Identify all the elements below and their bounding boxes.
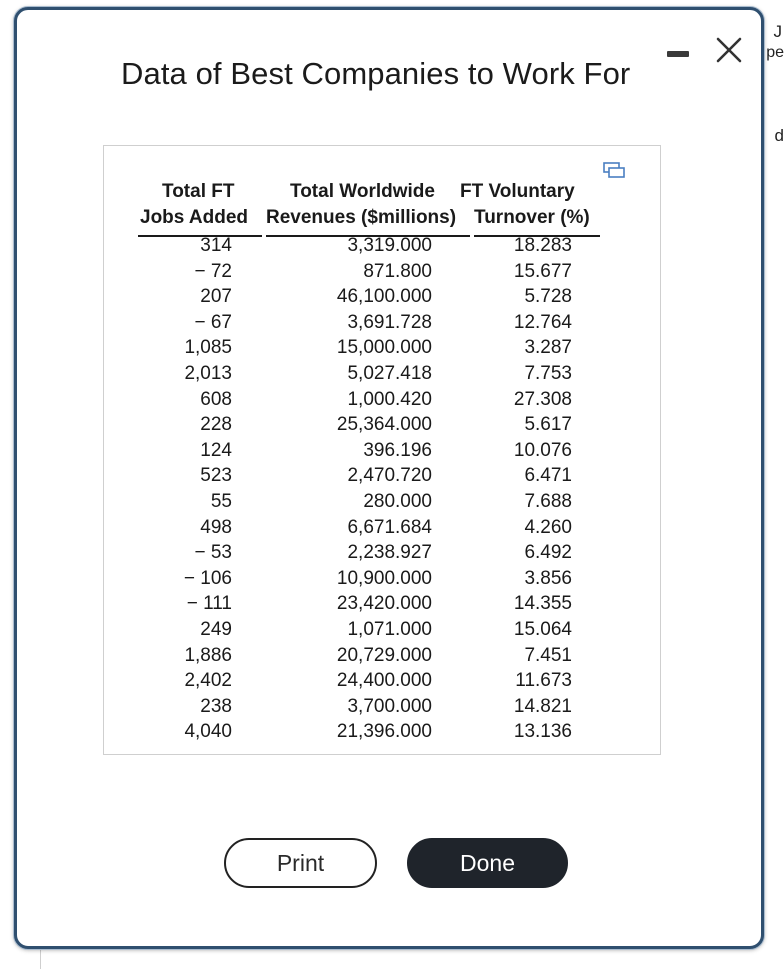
- data-table-panel: [103, 145, 661, 755]
- header-col3-line2: Turnover (%): [474, 207, 590, 228]
- table-row: [104, 721, 660, 746]
- table-cell: 6.492: [524, 542, 572, 564]
- header-col2-line1: Total Worldwide: [290, 181, 435, 202]
- table-row: [104, 670, 660, 695]
- table-row: [104, 414, 660, 439]
- table-cell: 280.000: [363, 491, 432, 512]
- table-cell: 7.753: [524, 363, 572, 384]
- print-button[interactable]: Print: [224, 838, 377, 888]
- table-cell: 207: [200, 286, 232, 308]
- table-row: [104, 491, 660, 516]
- table-row: [104, 619, 660, 644]
- table-cell: 13.136: [513, 721, 572, 743]
- table-cell: 1,000.420: [347, 388, 432, 410]
- table-cell: 4,040: [184, 721, 232, 743]
- table-cell: 5.617: [524, 414, 572, 436]
- table-cell: − 67: [194, 311, 232, 333]
- table-cell: 3,700.000: [347, 695, 432, 717]
- table-cell: 1,085: [184, 337, 232, 359]
- table-row: [104, 593, 660, 618]
- table-row: [104, 235, 660, 260]
- table-cell: 15,000.000: [336, 337, 432, 359]
- table-row: [104, 286, 660, 311]
- table-row: [104, 312, 660, 337]
- table-cell: 4.260: [524, 516, 572, 538]
- table-cell: 18.283: [513, 235, 572, 256]
- table-cell: 3,319.000: [347, 235, 432, 256]
- table-cell: 2,013: [184, 363, 232, 384]
- table-cell: 7.451: [524, 644, 572, 666]
- table-cell: − 106: [183, 567, 232, 589]
- table-row: [104, 696, 660, 721]
- table-cell: 871.800: [363, 260, 432, 282]
- table-row: [104, 465, 660, 490]
- table-row: [104, 645, 660, 670]
- table-cell: 7.688: [524, 491, 572, 512]
- table-cell: − 111: [186, 593, 232, 615]
- table-cell: 2,402: [184, 670, 232, 692]
- table-cell: 21,396.000: [336, 721, 432, 743]
- table-cell: 25,364.000: [336, 414, 432, 436]
- header-col1-line1: Total FT: [162, 181, 235, 202]
- table-cell: 498: [200, 516, 232, 538]
- table-cell: 14.355: [513, 593, 572, 615]
- table-cell: 3,691.728: [347, 311, 432, 333]
- header-col2-line2: Revenues ($millions): [266, 207, 457, 228]
- table-cell: 55: [210, 491, 232, 512]
- table-row: [104, 337, 660, 362]
- done-button[interactable]: Done: [407, 838, 568, 888]
- table-cell: 24,400.000: [336, 670, 432, 692]
- dialog-title: Data of Best Companies to Work For: [121, 56, 631, 91]
- table-cell: 14.821: [513, 695, 572, 717]
- header-col1-line2: Jobs Added: [140, 207, 249, 228]
- data-dialog: [14, 7, 764, 949]
- table-cell: − 53: [194, 542, 232, 564]
- table-cell: 3.856: [524, 567, 572, 589]
- close-icon[interactable]: [713, 34, 745, 66]
- table-cell: 238: [200, 695, 232, 717]
- table-cell: 11.673: [515, 670, 572, 692]
- table-cell: 396.196: [363, 439, 432, 461]
- table-cell: 249: [200, 619, 232, 640]
- table-cell: 6.471: [524, 465, 572, 487]
- table-cell: 20,729.000: [336, 644, 432, 666]
- table-cell: 23,420.000: [336, 593, 432, 615]
- table-cell: 27.308: [513, 388, 572, 410]
- background-text-fragment: d: [774, 126, 784, 145]
- table-cell: 5,027.418: [347, 363, 432, 384]
- table-cell: 124: [200, 439, 232, 461]
- table-row: [104, 568, 660, 593]
- table-cell: 228: [200, 414, 232, 436]
- table-cell: 1,071.000: [347, 619, 432, 640]
- table-cell: − 72: [194, 260, 232, 282]
- table-cell: 5.728: [524, 286, 572, 308]
- table-row: [104, 389, 660, 414]
- table-cell: 10.076: [513, 439, 572, 461]
- table-cell: 3.287: [524, 337, 572, 359]
- table-cell: 15.677: [513, 260, 572, 282]
- table-cell: 523: [200, 465, 232, 487]
- table-cell: 10,900.000: [336, 567, 432, 589]
- table-cell: 12.764: [513, 311, 572, 333]
- background-divider: [40, 950, 41, 969]
- header-col3-line1: FT Voluntary: [460, 181, 575, 202]
- table-row: [104, 542, 660, 567]
- table-cell: 314: [200, 235, 232, 256]
- background-text-fragment: pe: [766, 44, 784, 61]
- table-row: [104, 440, 660, 465]
- background-text-fragment: J: [773, 22, 782, 41]
- table-row: [104, 363, 660, 388]
- table-cell: 608: [200, 388, 232, 410]
- copy-icon[interactable]: [603, 162, 625, 180]
- minimize-icon[interactable]: [667, 51, 689, 57]
- table-cell: 2,470.720: [347, 465, 432, 487]
- table-row: [104, 261, 660, 286]
- table-cell: 1,886: [184, 644, 232, 666]
- table-cell: 46,100.000: [336, 286, 432, 308]
- table-cell: 2,238.927: [347, 542, 432, 564]
- table-cell: 6,671.684: [347, 516, 432, 538]
- table-cell: 15.064: [513, 619, 572, 640]
- table-row: [104, 517, 660, 542]
